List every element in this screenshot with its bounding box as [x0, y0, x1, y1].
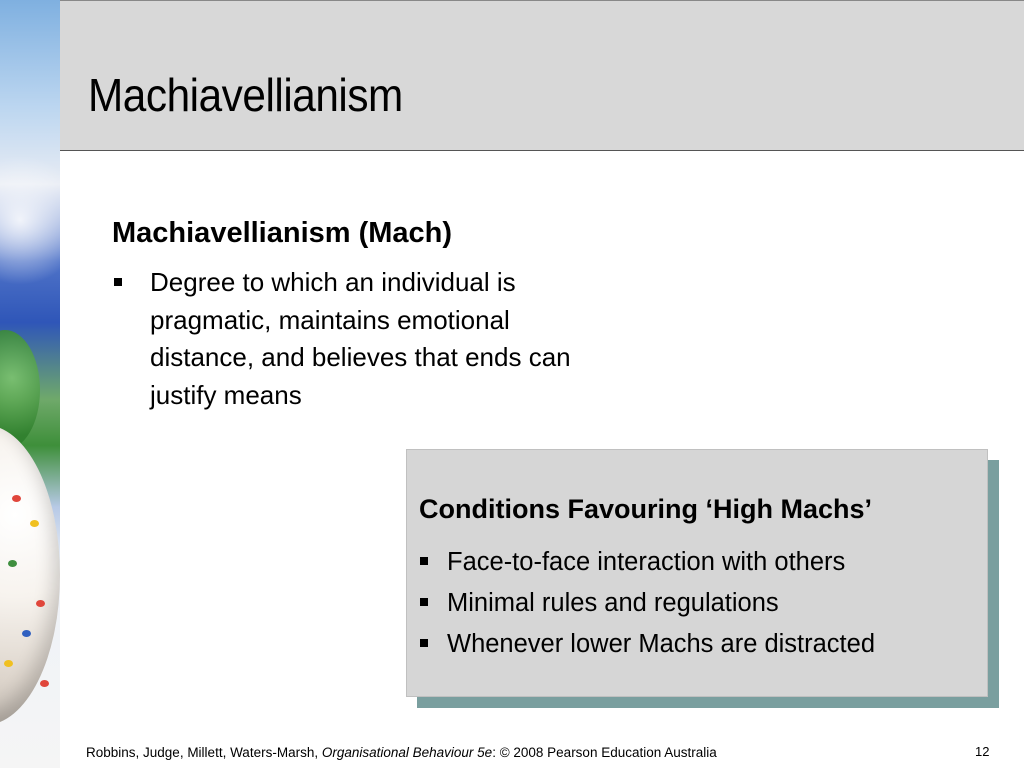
marble-speck	[36, 600, 45, 607]
list-item	[419, 624, 875, 665]
footer-citation	[86, 745, 717, 760]
footer-book-title: Organisational Behaviour 5e	[321, 745, 493, 760]
slide-title: Machiavellianism	[88, 69, 403, 121]
definition-text: Degree to which an individual is pragmatic, maintains emotional distance, and believes that ends can justify means	[150, 267, 571, 410]
section-heading: Machiavellianism (Mach)	[112, 217, 453, 249]
marble-speck	[22, 630, 31, 637]
list-item-text: Whenever lower Machs are distracted	[447, 630, 876, 658]
callout-title: Conditions Favouring ‘High Machs’	[419, 494, 873, 524]
callout-box	[406, 449, 988, 697]
marble-speck	[4, 660, 13, 667]
square-bullet-icon	[420, 598, 428, 606]
title-band-top-border	[60, 0, 1024, 1]
main-content	[112, 214, 582, 414]
side-image-marble	[0, 425, 60, 725]
marble-speck	[30, 520, 39, 527]
marble-speck	[40, 680, 49, 687]
definition-bullet	[112, 264, 582, 414]
list-item	[419, 542, 875, 583]
square-bullet-icon	[420, 639, 428, 647]
side-image-glow	[0, 150, 60, 290]
square-bullet-icon	[420, 557, 428, 565]
list-item-text: Minimal rules and regulations	[447, 589, 779, 617]
square-bullet-icon	[114, 278, 122, 286]
list-item-text: Face-to-face interaction with others	[447, 548, 846, 576]
footer-copyright: : © 2008 Pearson Education Australia	[492, 745, 717, 760]
list-item	[419, 583, 875, 624]
page-number: 12	[975, 744, 990, 759]
footer-authors: Robbins, Judge, Millett, Waters-Marsh,	[86, 745, 322, 760]
marble-speck	[12, 495, 21, 502]
decorative-side-image	[0, 0, 60, 768]
marble-speck	[8, 560, 17, 567]
callout-list	[419, 542, 875, 665]
